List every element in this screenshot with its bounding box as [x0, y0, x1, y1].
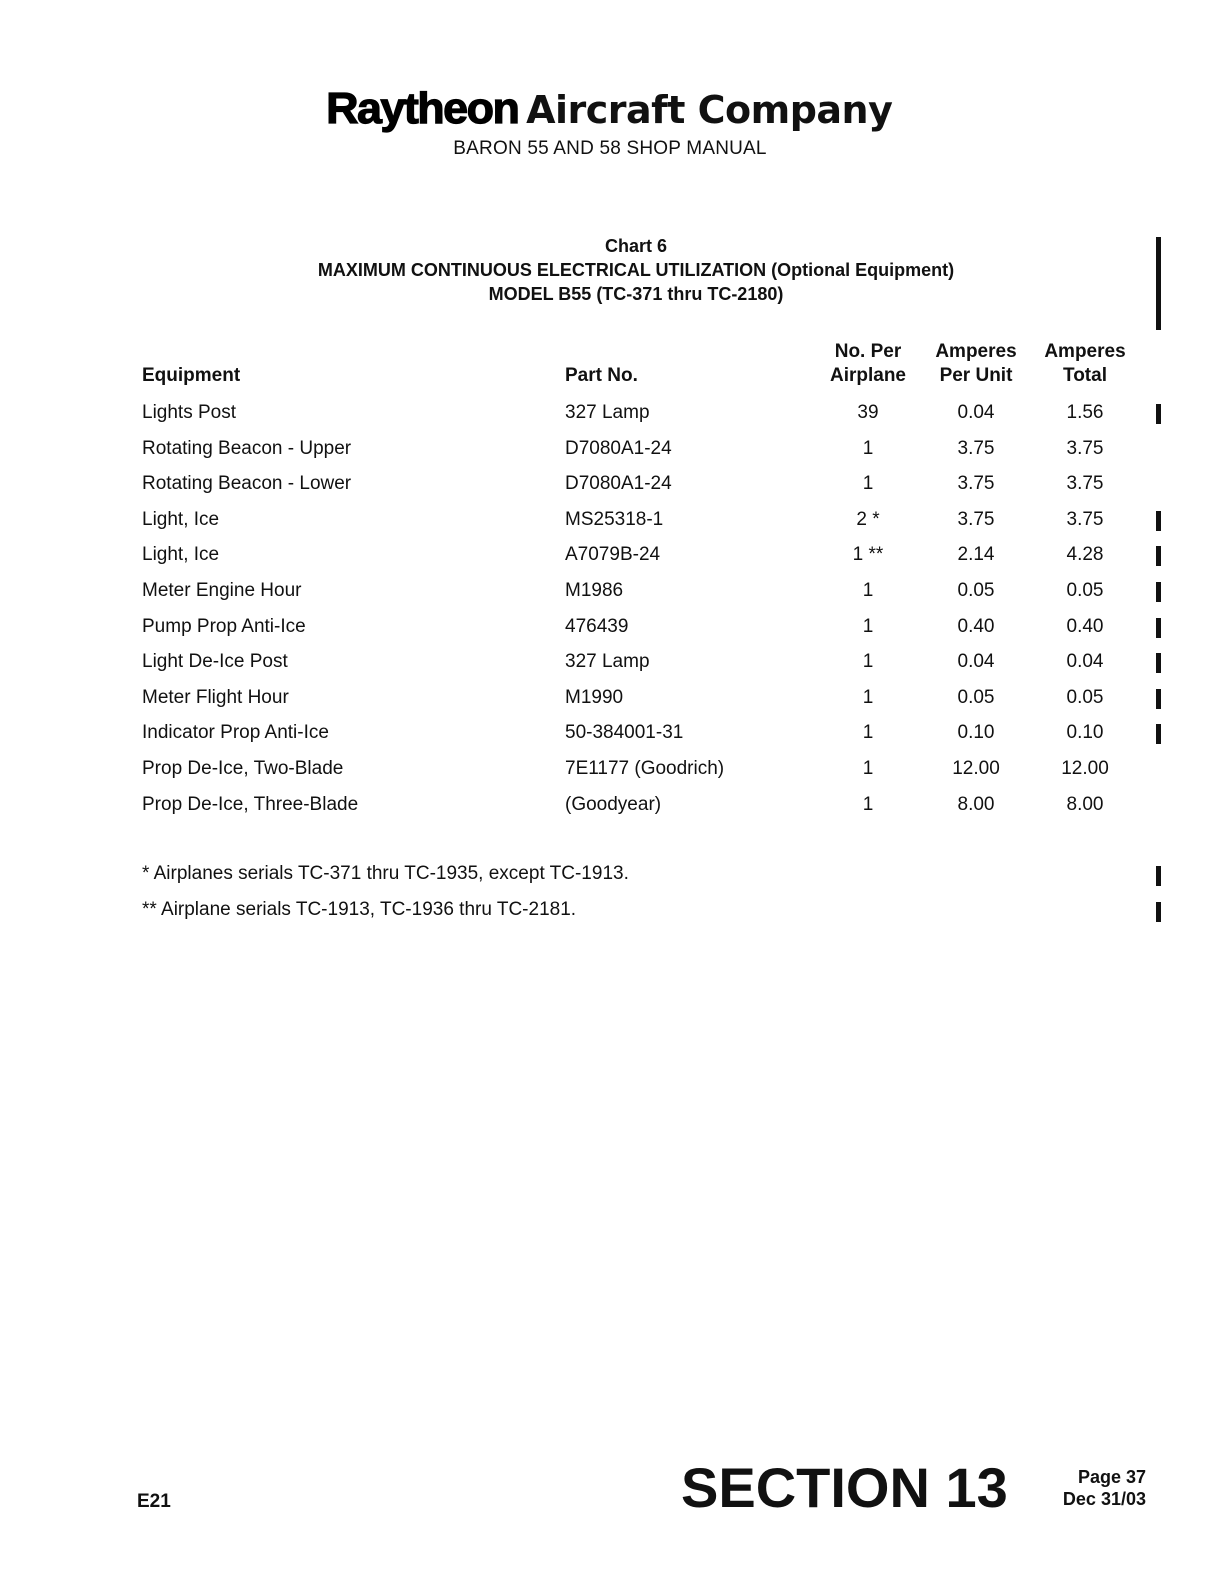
cell-amps-total: 12.00	[1061, 758, 1109, 779]
footer-section: SECTION 13	[681, 1456, 1008, 1519]
cell-no-per-airplane: 1	[862, 580, 874, 601]
chart-model: MODEL B55 (TC-371 thru TC-2180)	[488, 284, 784, 304]
table-row	[142, 579, 1172, 603]
header-amp-total-line2: Total	[1063, 365, 1107, 386]
cell-amps-per-unit: 3.75	[957, 473, 995, 495]
table-row	[142, 437, 1172, 461]
cell-part-no: 327 Lamp	[565, 651, 650, 673]
change-bar	[1156, 618, 1161, 638]
cell-equipment: Light, Ice	[142, 508, 220, 530]
raytheon-logo: Raytheon	[325, 84, 518, 133]
header-amp-unit-line2: Per Unit	[939, 365, 1013, 386]
change-bar	[1156, 404, 1161, 424]
cell-part-no: D7080A1-24	[565, 473, 672, 495]
header-amperes-total	[1035, 340, 1135, 388]
cell-no-per-airplane: 39	[857, 402, 879, 423]
cell-amps-per-unit: 0.04	[957, 402, 995, 423]
chart-number: Chart 6	[604, 236, 667, 256]
table-row	[142, 401, 1172, 425]
cell-amps-per-unit: 0.10	[957, 722, 995, 744]
cell-part-no: MS25318-1	[565, 508, 664, 530]
cell-amps-total: 0.40	[1066, 615, 1104, 637]
cell-no-per-airplane: 2 *	[856, 508, 880, 530]
cell-amps-total: 3.75	[1066, 473, 1104, 495]
cell-amps-per-unit: 0.40	[957, 615, 995, 637]
table-row	[142, 615, 1172, 639]
change-bar	[1156, 511, 1161, 531]
table-row	[142, 472, 1172, 496]
cell-amps-total: 3.75	[1066, 508, 1104, 530]
cell-amps-total: 0.04	[1066, 651, 1104, 673]
change-bar	[1156, 546, 1161, 566]
cell-equipment: Indicator Prop Anti-Ice	[142, 722, 329, 744]
change-bar	[1156, 866, 1161, 886]
cell-no-per-airplane: 1 **	[852, 544, 884, 566]
cell-amps-total: 0.05	[1066, 686, 1104, 708]
footnote-double-star: ** Airplane serials TC-1913, TC-1936 thru TC-2181.	[142, 899, 577, 920]
cell-amps-total: 3.75	[1066, 437, 1104, 459]
cell-amps-total: 0.10	[1066, 722, 1104, 744]
header-no-per-line2: Airplane	[829, 365, 907, 386]
table-row	[142, 686, 1172, 710]
cell-no-per-airplane: 1	[862, 722, 874, 744]
cell-part-no: (Goodyear)	[565, 793, 662, 815]
cell-equipment: Prop De-Ice, Two-Blade	[142, 758, 344, 779]
cell-equipment: Meter Flight Hour	[142, 686, 289, 708]
cell-equipment: Lights Post	[142, 402, 236, 423]
cell-amps-total: 4.28	[1066, 544, 1104, 566]
table-row	[142, 793, 1172, 817]
cell-equipment: Prop De-Ice, Three-Blade	[142, 793, 359, 815]
cell-part-no: M1990	[565, 686, 624, 708]
cell-part-no: 7E1177 (Goodrich)	[565, 758, 725, 779]
change-bar	[1156, 689, 1161, 709]
document-header	[0, 84, 1220, 160]
change-bar	[1156, 237, 1161, 330]
header-equipment: Equipment	[142, 365, 241, 386]
table-row	[142, 721, 1172, 745]
cell-equipment: Rotating Beacon - Upper	[142, 437, 352, 459]
cell-amps-per-unit: 3.75	[957, 508, 995, 530]
cell-part-no: 327 Lamp	[565, 402, 650, 423]
cell-equipment: Light De-Ice Post	[142, 651, 288, 673]
change-bar	[1156, 724, 1161, 744]
footer-code: E21	[137, 1491, 171, 1512]
header-amperes-per-unit	[926, 340, 1026, 388]
chart-title: MAXIMUM CONTINUOUS ELECTRICAL UTILIZATION (Optional Equipment)	[317, 260, 955, 280]
cell-no-per-airplane: 1	[862, 758, 874, 779]
cell-part-no: M1986	[565, 580, 624, 601]
cell-no-per-airplane: 1	[862, 686, 874, 708]
manual-title: BARON 55 AND 58 SHOP MANUAL	[453, 138, 767, 159]
cell-amps-per-unit: 0.05	[957, 686, 995, 708]
cell-part-no: D7080A1-24	[565, 437, 672, 459]
table-row	[142, 543, 1172, 567]
change-bar	[1156, 582, 1161, 602]
cell-no-per-airplane: 1	[862, 473, 874, 495]
header-amp-total-line1: Amperes	[1044, 341, 1126, 362]
company-brand	[325, 84, 893, 134]
header-amp-unit-line1: Amperes	[935, 341, 1017, 362]
table-row	[142, 757, 1172, 781]
header-no-per-airplane	[818, 340, 918, 388]
cell-equipment: Rotating Beacon - Lower	[142, 473, 352, 495]
cell-amps-per-unit: 0.05	[957, 580, 995, 601]
table-row	[142, 650, 1172, 674]
cell-no-per-airplane: 1	[862, 615, 874, 637]
cell-amps-total: 0.05	[1066, 580, 1104, 601]
change-bar	[1156, 653, 1161, 673]
header-part-no: Part No.	[565, 365, 638, 386]
change-bar	[1156, 902, 1161, 922]
cell-amps-per-unit: 2.14	[957, 544, 995, 566]
chart-heading	[0, 234, 1220, 306]
cell-no-per-airplane: 1	[862, 651, 874, 673]
cell-amps-total: 1.56	[1066, 402, 1104, 423]
cell-amps-per-unit: 0.04	[957, 651, 995, 673]
cell-equipment: Pump Prop Anti-Ice	[142, 615, 306, 637]
cell-part-no: 50-384001-31	[565, 722, 684, 744]
header-no-per-line1: No. Per	[834, 341, 902, 362]
cell-no-per-airplane: 1	[862, 437, 874, 459]
cell-amps-per-unit: 3.75	[957, 437, 995, 459]
cell-amps-total: 8.00	[1066, 793, 1104, 815]
cell-part-no: A7079B-24	[565, 544, 661, 566]
cell-equipment: Meter Engine Hour	[142, 580, 302, 601]
footnote-single-star: * Airplanes serials TC-371 thru TC-1935, except TC-1913.	[142, 863, 629, 884]
cell-amps-per-unit: 12.00	[952, 758, 1000, 779]
cell-amps-per-unit: 8.00	[957, 793, 995, 815]
footer-page-info	[1046, 1466, 1146, 1510]
company-name: Aircraft Company	[526, 88, 893, 132]
footer-date: Dec 31/03	[1062, 1489, 1146, 1509]
table-row	[142, 508, 1172, 532]
cell-part-no: 476439	[565, 615, 629, 637]
cell-no-per-airplane: 1	[862, 793, 874, 815]
cell-equipment: Light, Ice	[142, 544, 220, 566]
footer-page-number: Page 37	[1077, 1467, 1146, 1487]
